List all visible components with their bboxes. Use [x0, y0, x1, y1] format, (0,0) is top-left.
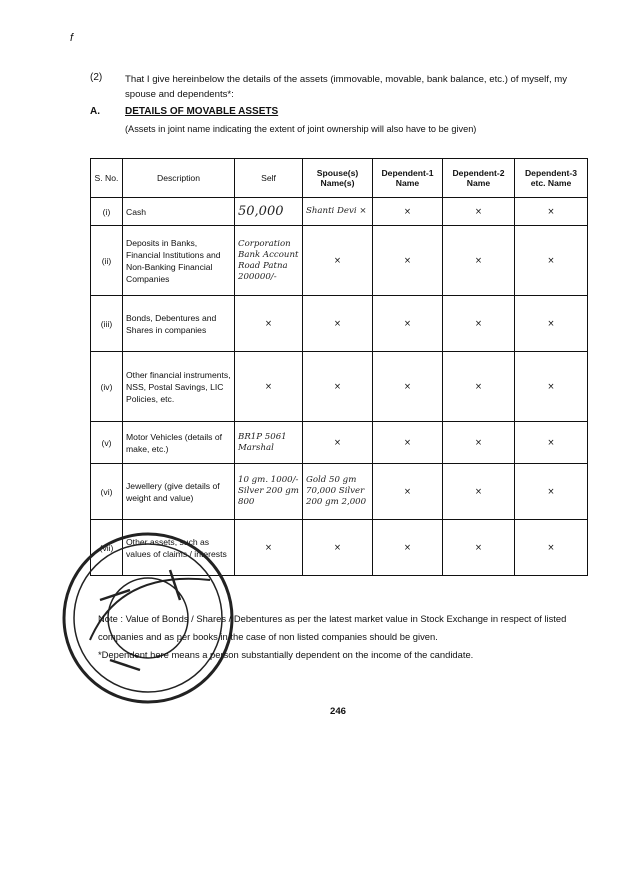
row-dependent-1: ×	[373, 296, 443, 352]
note-line-1: Note : Value of Bonds / Shares / Debentures as per the latest market value in Stock Exchange in respect of listed companies and as per books in the case of non listed companies should be given.	[98, 613, 567, 642]
row-sno: (iii)	[91, 296, 123, 352]
row-dependent-1: ×	[373, 422, 443, 464]
row-spouse: ×	[303, 422, 373, 464]
section-title: DETAILS OF MOVABLE ASSETS	[125, 106, 279, 117]
row-description: Jewellery (give details of weight and value)	[123, 464, 235, 520]
row-sno: (i)	[91, 198, 123, 226]
row-description: Motor Vehicles (details of make, etc.)	[123, 422, 235, 464]
note-line-2: *Dependent here means a person substantially dependent on the income of the candidate.	[98, 649, 474, 660]
row-description: Bonds, Debentures and Shares in companies	[123, 296, 235, 352]
paragraph-number: (2)	[90, 72, 103, 83]
row-sno: (iv)	[91, 352, 123, 422]
row-description: Deposits in Banks, Financial Institutions and Non-Banking Financial Companies	[123, 226, 235, 296]
header-dependent-2: Dependent-2 Name	[443, 159, 515, 198]
row-dependent-3: ×	[515, 520, 588, 576]
row-dependent-3: ×	[515, 464, 588, 520]
row-dependent-2: ×	[443, 226, 515, 296]
row-spouse: Shanti Devi ×	[303, 198, 373, 226]
row-dependent-2: ×	[443, 464, 515, 520]
row-self: 50,000	[235, 198, 303, 226]
row-sno: (v)	[91, 422, 123, 464]
row-dependent-2: ×	[443, 296, 515, 352]
header-sno: S. No.	[91, 159, 123, 198]
row-dependent-1: ×	[373, 464, 443, 520]
header-self: Self	[235, 159, 303, 198]
section-letter: A.	[90, 106, 100, 117]
table-row	[91, 422, 588, 464]
row-spouse: Gold 50 gm 70,000 Silver 200 gm 2,000	[303, 464, 373, 520]
header-spouse: Spouse(s) Name(s)	[303, 159, 373, 198]
row-self: ×	[235, 296, 303, 352]
row-dependent-2: ×	[443, 422, 515, 464]
row-dependent-1: ×	[373, 352, 443, 422]
row-dependent-1: ×	[373, 520, 443, 576]
header-dependent-1: Dependent-1 Name	[373, 159, 443, 198]
row-dependent-2: ×	[443, 520, 515, 576]
table-row	[91, 464, 588, 520]
table-row	[91, 352, 588, 422]
row-spouse: ×	[303, 520, 373, 576]
paragraph-text: That I give hereinbelow the details of the assets (immovable, movable, bank balance, etc.) of myself, my spouse and dependents*:	[125, 74, 568, 100]
row-self: ×	[235, 352, 303, 422]
row-dependent-3: ×	[515, 226, 588, 296]
section-subtitle: (Assets in joint name indicating the extent of joint ownership will also have to be given)	[125, 124, 477, 134]
row-self: Corporation Bank Account Road Patna 200000/-	[235, 226, 303, 296]
row-dependent-3: ×	[515, 296, 588, 352]
row-dependent-2: ×	[443, 352, 515, 422]
row-self: ×	[235, 520, 303, 576]
margin-mark: f	[70, 32, 74, 44]
header-dependent-3: Dependent-3 etc. Name	[515, 159, 588, 198]
table-row	[91, 226, 588, 296]
table-row	[91, 296, 588, 352]
row-dependent-1: ×	[373, 226, 443, 296]
row-dependent-2: ×	[443, 198, 515, 226]
row-sno: (vi)	[91, 464, 123, 520]
row-dependent-3: ×	[515, 352, 588, 422]
row-spouse: ×	[303, 352, 373, 422]
row-description: Other assets, such as values of claims / interests	[123, 520, 235, 576]
row-sno: (ii)	[91, 226, 123, 296]
note	[98, 610, 598, 664]
row-spouse: ×	[303, 296, 373, 352]
row-spouse: ×	[303, 226, 373, 296]
row-description: Cash	[123, 198, 235, 226]
movable-assets-table	[90, 158, 588, 576]
row-dependent-3: ×	[515, 422, 588, 464]
row-dependent-1: ×	[373, 198, 443, 226]
row-self: 10 gm. 1000/- Silver 200 gm 800	[235, 464, 303, 520]
table-header-row	[91, 159, 588, 198]
row-dependent-3: ×	[515, 198, 588, 226]
page-number: 246	[330, 706, 347, 717]
header-description: Description	[123, 159, 235, 198]
table-row	[91, 198, 588, 226]
row-self: BR1P 5061 Marshal	[235, 422, 303, 464]
row-sno: (vii)	[91, 520, 123, 576]
row-description: Other financial instruments, NSS, Postal Savings, LIC Policies, etc.	[123, 352, 235, 422]
